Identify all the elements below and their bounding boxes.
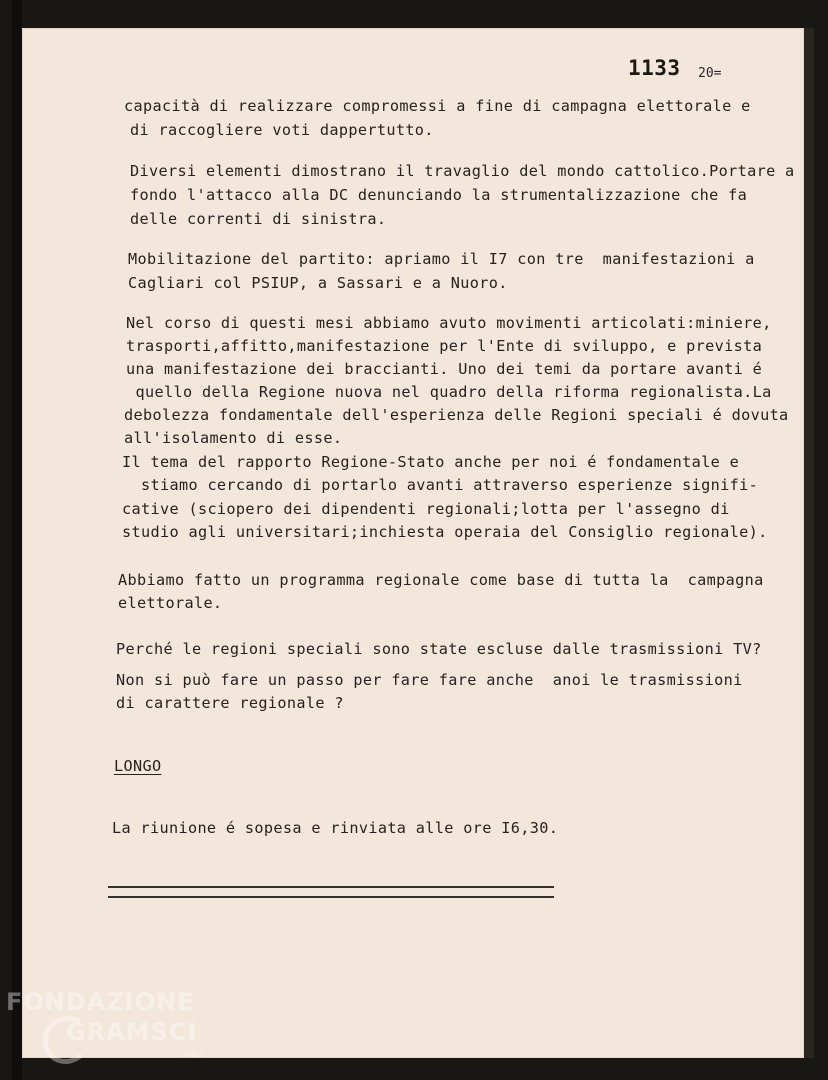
text-line: cative (sciopero dei dipendenti regionali;lotta per l'assegno di bbox=[122, 500, 730, 518]
watermark-logo bbox=[4, 988, 214, 1078]
page-number: 1133 bbox=[628, 56, 681, 80]
text-line: debolezza fondamentale dell'esperienza delle Regioni speciali é dovuta bbox=[124, 406, 789, 424]
document-page bbox=[22, 28, 804, 1058]
text-line: Non si può fare un passo per fare fare anche anoi le trasmissioni bbox=[116, 671, 743, 689]
text-line: quello della Regione nuova nel quadro della riforma regionalista.La bbox=[126, 383, 772, 401]
text-line: capacità di realizzare compromessi a fine di campagna elettorale e bbox=[124, 97, 751, 115]
text-line: La riunione é sopesa e rinviata alle ore I6,30. bbox=[112, 819, 559, 837]
text-line: all'isolamento di esse. bbox=[124, 429, 343, 447]
text-line: delle correnti di sinistra. bbox=[130, 210, 387, 228]
speaker-heading: LONGO bbox=[114, 757, 162, 775]
text-line: di raccogliere voti dappertutto. bbox=[130, 121, 434, 139]
text-line: Abbiamo fatto un programma regionale come base di tutta la campagna bbox=[118, 571, 764, 589]
text-line: una manifestazione dei braccianti. Uno dei temi da portare avanti é bbox=[126, 360, 763, 378]
text-line: Il tema del rapporto Regione-Stato anche per noi é fondamentale e bbox=[122, 453, 740, 471]
text-line: studio agli universitari;inchiesta operaia del Consiglio regionale). bbox=[122, 523, 768, 541]
page-edge-shadow bbox=[804, 28, 814, 1058]
text-line: elettorale. bbox=[118, 594, 223, 612]
text-line: trasporti,affitto,manifestazione per l'Ente di sviluppo, e prevista bbox=[126, 337, 763, 355]
watermark-line2: GRAMSCI bbox=[66, 1018, 198, 1046]
text-line: Perché le regioni speciali sono state escluse dalle trasmissioni TV? bbox=[116, 640, 762, 658]
text-line: fondo l'attacco alla DC denunciando la strumentalizzazione che fa bbox=[130, 186, 748, 204]
text-line: Nel corso di questi mesi abbiamo avuto movimenti articolati:miniere, bbox=[126, 314, 772, 332]
text-line: Mobilitazione del partito: apriamo il I7 con tre manifestazioni a bbox=[128, 250, 755, 268]
watermark-line1: FONDAZIONE bbox=[6, 988, 195, 1016]
text-line: stiamo cercando di portarlo avanti attraverso esperienze signifi- bbox=[122, 476, 759, 494]
end-rule-divider bbox=[108, 886, 554, 898]
watermark-line3: onlus bbox=[180, 1050, 205, 1060]
text-line: Cagliari col PSIUP, a Sassari e a Nuoro. bbox=[128, 274, 508, 292]
binding-shadow bbox=[12, 0, 22, 1080]
text-line: di carattere regionale ? bbox=[116, 694, 344, 712]
text-line: Diversi elementi dimostrano il travaglio del mondo cattolico.Portare a bbox=[130, 162, 795, 180]
page-sub-number: 20= bbox=[698, 66, 722, 81]
